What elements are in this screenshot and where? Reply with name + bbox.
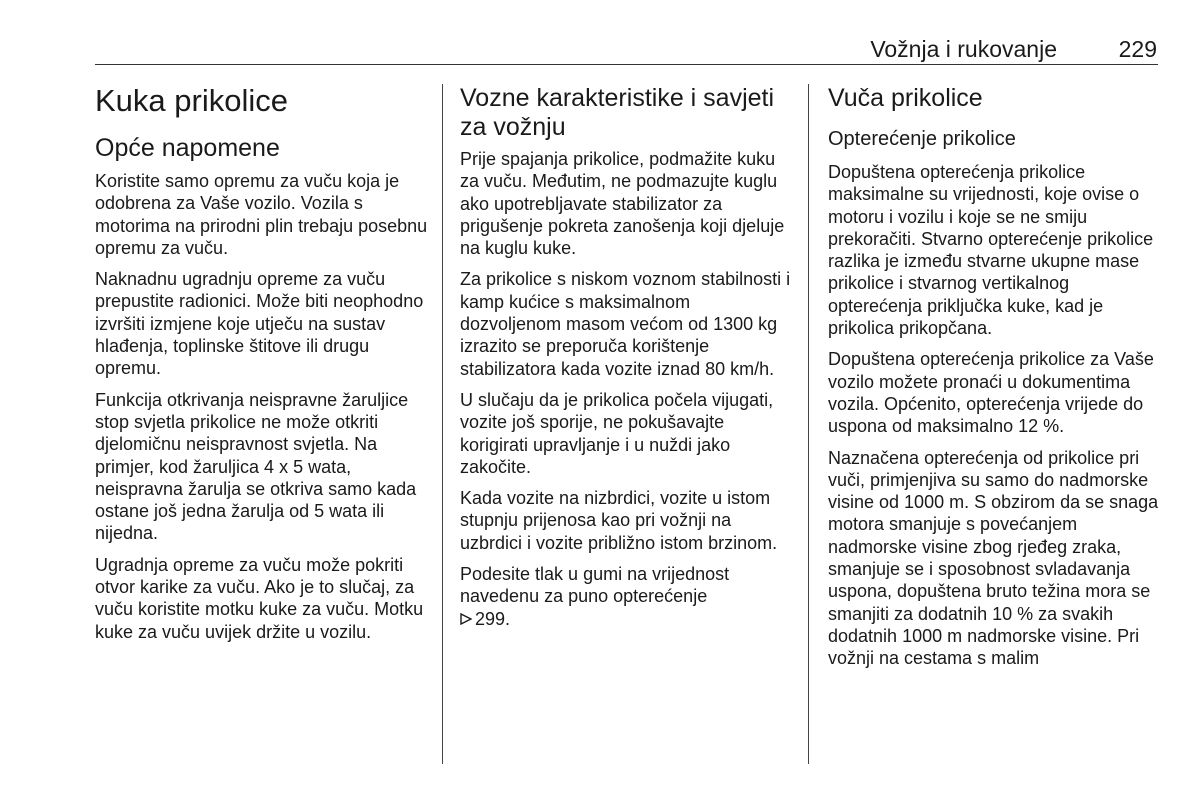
section-title: Vuča prikolice [828,84,983,112]
page-reference-icon [460,613,472,625]
page-reference-link[interactable] [460,609,510,629]
paragraph-text: Podesite tlak u gumi na vrijednost navedenu za puno opterećenje [460,564,730,607]
paragraph: Prije spajanja prikolice, podmažite kuku za vuču. Međutim, ne podmazujte kuglu ako upotrebljavate stabilizator za prigušenje pokreta zanošenja koji djeluje na kuglu kuke. [460,149,785,259]
running-title: Vožnja i rukovanje [870,36,1057,62]
section-title: Vozne karakteristike i savjeti za vožnju [460,84,775,141]
page-number: 229 [1118,36,1157,62]
section-title: Kuka prikolice [95,83,288,118]
paragraph: Funkcija otkrivanja neispravne žaruljice stop svjetla prikolice ne može otkriti djelomičnu neispravnost svjetla. Na primjer, kod žaruljica 4 x 5 wata, neispravna žarulja se otkriva samo kada ostane još jedna žarulja od 5 wata ili nijedna. [95,389,417,544]
paragraph: Naknadnu ugradnju opreme za vuču prepustite radionici. Može biti neophodno izvršiti izmjene koje utječu na sustav hlađenja, toplinske štitove ili drugu opremu. [95,269,424,379]
paragraph: Naznačena opterećenja od prikolice pri vuči, primjenjiva su samo do nadmorske visine od 1000 m. S obzirom da se snaga motora smanjuje s povećanjem nadmorske visine zbog rjeđeg zraka, smanjuje se i sposobnost svladavanja uspona, dopuštena bruto težina mora se smanjiti za dodatnih 10 % za svakih dodatnih 1000 m nadmorske visine. Pri vožnji na cestama s malim [828,447,1159,669]
paragraph: Dopuštena opterećenja prikolice za Vaše vozilo možete pronaći u dokumentima vozila. Općenito, opterećenja vrijede do uspona od maksimalno 12 %. [828,349,1154,437]
page-reference-number: 299. [475,608,511,629]
paragraph: U slučaju da je prikolica počela vijugati, vozite još sporije, ne pokušavajte korigirati upravljanje i u nuždi jako zakočite. [460,389,774,477]
section-subtitle: Opterećenje prikolice [828,128,1016,150]
paragraph: Kada vozite na nizbrdici, vozite u istom stupnju prijenosa kao pri vožnji na uzbrdici i vozite približno istom brzinom. [460,488,778,553]
header-rule [95,64,1158,65]
paragraph: Za prikolice s niskom voznom stabilnosti i kamp kućice s maksimalnom dozvoljenom masom većom od 1300 kg izrazito se preporuča korištenje stabilizatora kada vozite iznad 80 km/h. [460,269,791,379]
column-3 [828,84,1163,679]
column-2 [460,84,795,639]
paragraph: Koristite samo opremu za vuču koja je odobrena za Vaše vozilo. Vozila s motorima na prirodni plin trebaju posebnu opremu za vuču. [95,171,428,258]
column-1 [95,84,430,652]
paragraph: Dopuštena opterećenja prikolice maksimalne su vrijednosti, koje ovise o motoru i vozilu i koje se ne smiju prekoračiti. Stvarno opterećenje prikolice razlika je između stvarne ukupne mase prikolice i stvarnog vertikalnog opterećenja priključka kuke, kad je prikolica prikopčana. [828,162,1154,339]
column-divider-2 [808,84,809,764]
section-subtitle: Opće napomene [95,134,280,162]
column-divider-1 [442,84,443,764]
paragraph-with-reference [460,563,795,630]
paragraph: Ugradnja opreme za vuču može pokriti otvor karike za vuču. Ako je to slučaj, za vuču koristite motku kuke za vuču. Motku kuke za vuču uvijek držite u vozilu. [95,554,424,642]
